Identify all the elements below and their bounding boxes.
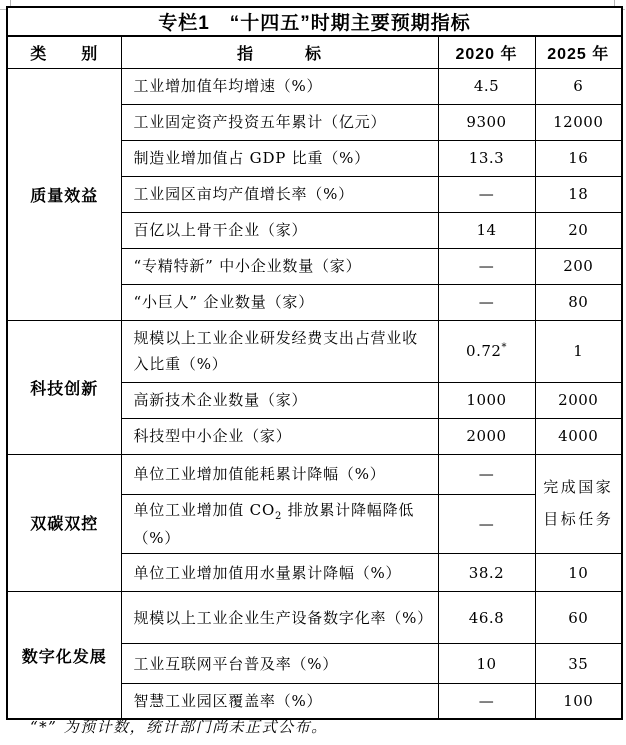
value-2020-text: 0.72 [466,342,502,360]
indicator-cell: 制造业增加值占 GDP 比重（%） [121,140,438,176]
header-category: 类 别 [7,36,121,68]
header-2020: 2020 年 [438,36,535,68]
indicator-cell: 规模以上工业企业研发经费支出占营业收入比重（%） [121,320,438,382]
value-2020-cell: 38.2 [438,554,535,592]
value-2020-cell: 13.3 [438,140,535,176]
value-2025-cell: 60 [535,592,622,644]
value-2020-cell: 14 [438,212,535,248]
indicator-text-post: 排放累计降幅降低（%） [133,500,415,547]
indicator-table [6,6,623,720]
indicator-cell: 单位工业增加值能耗累计降幅（%） [121,454,438,494]
indicator-cell: “专精特新” 中小企业数量（家） [121,248,438,284]
asterisk-superscript: * [501,342,507,353]
value-2020-cell: — [438,248,535,284]
indicator-cell: 高新技术企业数量（家） [121,382,438,418]
indicator-text-pre: 单位工业增加值 CO [133,500,276,519]
value-2025-cell: 2000 [535,382,622,418]
value-2020-cell: 46.8 [438,592,535,644]
table-row [7,320,622,382]
value-2025-cell: 80 [535,284,622,320]
indicator-cell: 工业互联网平台普及率（%） [121,644,438,684]
value-2025-cell: 20 [535,212,622,248]
indicator-table-container [6,6,623,720]
value-2020-cell: 9300 [438,104,535,140]
value-2020-cell: — [438,454,535,494]
value-2020-cell: 2000 [438,418,535,454]
value-2025-cell: 4000 [535,418,622,454]
category-cell-digital: 数字化发展 [7,592,121,719]
value-2025-cell: 18 [535,176,622,212]
value-2020-cell: — [438,494,535,554]
footnote: “*” 为预计数，统计部门尚未正式公布。 [30,718,328,736]
indicator-cell: 工业园区亩均产值增长率（%） [121,176,438,212]
value-2025-cell: 12000 [535,104,622,140]
category-cell-tech: 科技创新 [7,320,121,454]
header-2025: 2025 年 [535,36,622,68]
table-row [7,454,622,494]
table-title: 专栏1 “十四五”时期主要预期指标 [7,7,622,36]
category-cell-carbon: 双碳双控 [7,454,121,592]
category-cell-quality: 质量效益 [7,68,121,320]
value-2025-cell: 1 [535,320,622,382]
value-2025-cell: 35 [535,644,622,684]
indicator-cell: 规模以上工业企业生产设备数字化率（%） [121,592,438,644]
table-header-row [7,36,622,68]
indicator-cell: “小巨人” 企业数量（家） [121,284,438,320]
indicator-cell [121,494,438,554]
merged-2025-cell: 完成国家目标任务 [535,454,622,554]
indicator-cell: 单位工业增加值用水量累计降幅（%） [121,554,438,592]
value-2025-cell: 100 [535,684,622,719]
co2-subscript: 2 [275,510,283,522]
indicator-cell: 智慧工业园区覆盖率（%） [121,684,438,719]
value-2025-cell: 16 [535,140,622,176]
value-2025-cell: 200 [535,248,622,284]
value-2020-cell: 4.5 [438,68,535,104]
header-indicator: 指 标 [121,36,438,68]
table-title-row [7,7,622,36]
table-row [7,68,622,104]
indicator-cell: 工业固定资产投资五年累计（亿元） [121,104,438,140]
value-2020-cell: — [438,684,535,719]
indicator-cell: 百亿以上骨干企业（家） [121,212,438,248]
table-row [7,592,622,644]
value-2025-cell: 6 [535,68,622,104]
value-2020-cell: — [438,284,535,320]
value-2020-cell: — [438,176,535,212]
value-2020-cell: 1000 [438,382,535,418]
value-2020-cell: 10 [438,644,535,684]
value-2025-cell: 10 [535,554,622,592]
value-2020-cell [438,320,535,382]
indicator-cell: 工业增加值年均增速（%） [121,68,438,104]
indicator-cell: 科技型中小企业（家） [121,418,438,454]
